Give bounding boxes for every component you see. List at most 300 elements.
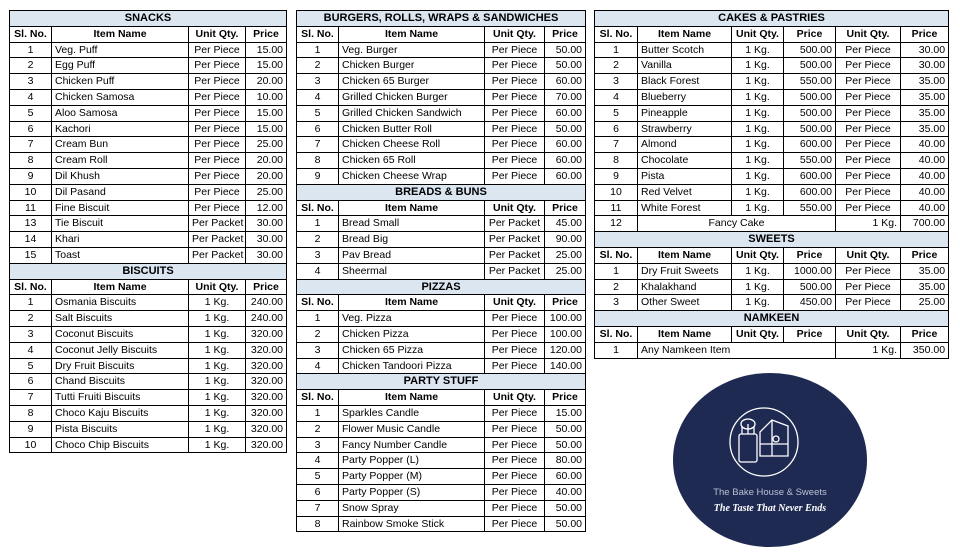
cell: Any Namkeen Item: [638, 342, 836, 358]
cell: 4: [297, 89, 339, 105]
cell: 40.00: [901, 153, 949, 169]
cell: 1 Kg.: [189, 421, 246, 437]
cell: Chicken 65 Pizza: [339, 342, 485, 358]
cell: Tie Biscuit: [52, 216, 189, 232]
cell: 1 Kg.: [732, 137, 784, 153]
cell: 1 Kg.: [189, 342, 246, 358]
cell: Fancy Cake: [638, 216, 836, 232]
column-header: Item Name: [339, 200, 485, 216]
cell: 240.00: [246, 295, 287, 311]
cell: Per Packet: [485, 247, 545, 263]
cell: 50.00: [545, 58, 586, 74]
cell: Chicken Burger: [339, 58, 485, 74]
cell: 1 Kg.: [732, 153, 784, 169]
cell: 500.00: [784, 279, 836, 295]
snacks-row: [10, 232, 287, 248]
cell: Tutti Fruiti Biscuits: [52, 390, 189, 406]
cell: Per Packet: [485, 216, 545, 232]
cell: Almond: [638, 137, 732, 153]
burgers-row: [297, 74, 586, 90]
cell: Per Piece: [836, 279, 901, 295]
left-menu-table: [9, 10, 287, 453]
cell: 40.00: [901, 200, 949, 216]
cell: 600.00: [784, 184, 836, 200]
cell: Per Piece: [485, 58, 545, 74]
burgers-row: [297, 121, 586, 137]
pizzas-section-title: PIZZAS: [297, 279, 586, 295]
burgers-row: [297, 58, 586, 74]
cell: Per Piece: [485, 42, 545, 58]
cell: 20.00: [246, 168, 287, 184]
column-header: Price: [784, 326, 836, 342]
cell: Per Piece: [485, 326, 545, 342]
column-header: Price: [246, 279, 287, 295]
breads-row: [297, 216, 586, 232]
cell: 50.00: [545, 500, 586, 516]
cell: Per Piece: [485, 121, 545, 137]
cell: 1 Kg.: [732, 42, 784, 58]
column-header: Unit Qty.: [836, 247, 901, 263]
column-header: Unit Qty.: [732, 26, 784, 42]
cell: 600.00: [784, 168, 836, 184]
logo-name: The Bake House & Sweets: [713, 487, 827, 498]
cell: Aloo Samosa: [52, 105, 189, 121]
cell: White Forest: [638, 200, 732, 216]
cell: Per Packet: [189, 232, 246, 248]
cell: 50.00: [545, 42, 586, 58]
cell: 25.00: [545, 263, 586, 279]
cell: Per Piece: [836, 263, 901, 279]
snacks-header-row: [10, 26, 287, 42]
cell: Coconut Jelly Biscuits: [52, 342, 189, 358]
cell: 35.00: [901, 279, 949, 295]
column-header: Unit Qty.: [485, 26, 545, 42]
breads-header-row: [297, 200, 586, 216]
cell: 6: [10, 121, 52, 137]
cell: Chicken Tandoori Pizza: [339, 358, 485, 374]
pizzas-row: [297, 311, 586, 327]
cell: 1 Kg.: [836, 216, 901, 232]
cell: Chand Biscuits: [52, 374, 189, 390]
column-header: Sl. No.: [595, 26, 638, 42]
cell: 1 Kg.: [732, 263, 784, 279]
cell: 10: [595, 184, 638, 200]
cell: Per Piece: [485, 453, 545, 469]
cell: 40.00: [901, 137, 949, 153]
cell: 1 Kg.: [732, 295, 784, 311]
cell: 100.00: [545, 326, 586, 342]
cell: 60.00: [545, 469, 586, 485]
cell: 45.00: [545, 216, 586, 232]
cell: 1 Kg.: [189, 390, 246, 406]
snacks-row: [10, 58, 287, 74]
party-row: [297, 469, 586, 485]
cell: Bread Big: [339, 232, 485, 248]
cell: 1 Kg.: [732, 105, 784, 121]
cell: 15: [10, 247, 52, 263]
cell: Per Piece: [836, 200, 901, 216]
cell: 3: [10, 326, 52, 342]
cell: 1: [10, 42, 52, 58]
cakes-special-row: [595, 216, 949, 232]
snacks-row: [10, 216, 287, 232]
cell: 320.00: [246, 405, 287, 421]
cell: Blueberry: [638, 89, 732, 105]
cell: 4: [297, 263, 339, 279]
cell: 1 Kg.: [189, 358, 246, 374]
cell: 90.00: [545, 232, 586, 248]
cell: 1: [297, 216, 339, 232]
column-header: Unit Qty.: [189, 279, 246, 295]
column-header: Unit Qty.: [485, 295, 545, 311]
cell: Chicken 65 Burger: [339, 74, 485, 90]
column-header: Item Name: [339, 26, 485, 42]
cell: 550.00: [784, 74, 836, 90]
cell: Per Piece: [485, 153, 545, 169]
biscuits-row: [10, 437, 287, 453]
cell: 80.00: [545, 453, 586, 469]
cell: Grilled Chicken Sandwich: [339, 105, 485, 121]
cakes-row: [595, 200, 949, 216]
cell: Chicken Pizza: [339, 326, 485, 342]
cell: 15.00: [246, 105, 287, 121]
cell: 2: [297, 232, 339, 248]
cell: Khari: [52, 232, 189, 248]
cell: Dil Khush: [52, 168, 189, 184]
snacks-row: [10, 168, 287, 184]
cell: Vanilla: [638, 58, 732, 74]
snacks-title-row: [10, 11, 287, 27]
cell: 4: [10, 342, 52, 358]
cell: 8: [10, 405, 52, 421]
cell: 12.00: [246, 200, 287, 216]
snacks-row: [10, 42, 287, 58]
cell: 50.00: [545, 421, 586, 437]
cell: 14: [10, 232, 52, 248]
cakes-row: [595, 89, 949, 105]
cell: 6: [595, 121, 638, 137]
cell: 1: [10, 295, 52, 311]
cakes-row: [595, 58, 949, 74]
column-header: Item Name: [638, 326, 732, 342]
cell: Per Piece: [189, 184, 246, 200]
cell: Per Piece: [485, 137, 545, 153]
column-header: Item Name: [339, 390, 485, 406]
cell: Per Piece: [836, 58, 901, 74]
column-header: Sl. No.: [297, 26, 339, 42]
namkeen-header-row: [595, 326, 949, 342]
biscuits-row: [10, 405, 287, 421]
cell: 550.00: [784, 200, 836, 216]
column-header: Item Name: [52, 26, 189, 42]
cell: Per Piece: [485, 105, 545, 121]
cell: Per Piece: [485, 74, 545, 90]
cell: 30.00: [246, 232, 287, 248]
cell: 320.00: [246, 358, 287, 374]
cell: 3: [297, 247, 339, 263]
cell: Per Piece: [189, 200, 246, 216]
cell: Per Packet: [485, 232, 545, 248]
cell: 1 Kg.: [732, 200, 784, 216]
party-title-row: [297, 374, 586, 390]
cell: 1 Kg.: [732, 184, 784, 200]
cell: 450.00: [784, 295, 836, 311]
pizzas-row: [297, 342, 586, 358]
party-row: [297, 484, 586, 500]
cell: Per Piece: [836, 121, 901, 137]
cell: Snow Spray: [339, 500, 485, 516]
cakes-row: [595, 42, 949, 58]
cell: Per Piece: [189, 168, 246, 184]
cell: 9: [10, 421, 52, 437]
cell: 50.00: [545, 121, 586, 137]
cell: 35.00: [901, 105, 949, 121]
cell: 1 Kg.: [732, 279, 784, 295]
snacks-row: [10, 153, 287, 169]
cell: 60.00: [545, 153, 586, 169]
cell: Dil Pasand: [52, 184, 189, 200]
cell: Per Piece: [836, 74, 901, 90]
cell: 320.00: [246, 374, 287, 390]
cakes-row: [595, 153, 949, 169]
cell: 1 Kg.: [732, 74, 784, 90]
cell: Veg. Puff: [52, 42, 189, 58]
cell: Per Piece: [485, 469, 545, 485]
cell: 1 Kg.: [836, 342, 901, 358]
cell: 35.00: [901, 263, 949, 279]
pizzas-title-row: [297, 279, 586, 295]
cell: 320.00: [246, 390, 287, 406]
cell: Red Velvet: [638, 184, 732, 200]
cell: 320.00: [246, 421, 287, 437]
cell: Per Piece: [485, 358, 545, 374]
cell: Pav Bread: [339, 247, 485, 263]
cell: 5: [595, 105, 638, 121]
cell: 70.00: [545, 89, 586, 105]
snacks-row: [10, 247, 287, 263]
cell: Per Piece: [485, 405, 545, 421]
column-header: Sl. No.: [595, 326, 638, 342]
cell: 1 Kg.: [189, 405, 246, 421]
cell: 700.00: [901, 216, 949, 232]
column-header: Item Name: [638, 26, 732, 42]
cell: 7: [595, 137, 638, 153]
cell: Per Piece: [189, 121, 246, 137]
column-header: Item Name: [638, 247, 732, 263]
cell: Bread Small: [339, 216, 485, 232]
burgers-row: [297, 105, 586, 121]
burgers-row: [297, 42, 586, 58]
cell: 10.00: [246, 89, 287, 105]
cell: 2: [297, 326, 339, 342]
cell: Cream Roll: [52, 153, 189, 169]
cell: Per Piece: [189, 42, 246, 58]
cell: 1 Kg.: [189, 374, 246, 390]
breads-row: [297, 263, 586, 279]
biscuits-row: [10, 374, 287, 390]
column-header: Price: [545, 26, 586, 42]
cell: 2: [10, 311, 52, 327]
cell: Per Packet: [189, 216, 246, 232]
cell: 15.00: [246, 42, 287, 58]
column-header: Price: [901, 26, 949, 42]
cell: 35.00: [901, 121, 949, 137]
cell: Sheermal: [339, 263, 485, 279]
cell: 3: [595, 74, 638, 90]
cell: 500.00: [784, 105, 836, 121]
breads-section-title: BREADS & BUNS: [297, 184, 586, 200]
cell: 35.00: [901, 89, 949, 105]
party-row: [297, 405, 586, 421]
snacks-row: [10, 105, 287, 121]
cell: 13: [10, 216, 52, 232]
sweets-row: [595, 279, 949, 295]
cakes-header-row: [595, 26, 949, 42]
cell: 60.00: [545, 137, 586, 153]
cell: 6: [10, 374, 52, 390]
cell: 15.00: [246, 58, 287, 74]
column-header: Price: [901, 326, 949, 342]
cell: 7: [10, 390, 52, 406]
cell: 10: [10, 184, 52, 200]
breads-title-row: [297, 184, 586, 200]
sweets-row: [595, 295, 949, 311]
cell: Toast: [52, 247, 189, 263]
sweets-section-title: SWEETS: [595, 232, 949, 248]
cell: 8: [10, 153, 52, 169]
biscuits-title-row: [10, 263, 287, 279]
cell: 8: [595, 153, 638, 169]
cell: 9: [10, 168, 52, 184]
column-header: Price: [784, 26, 836, 42]
cell: 40.00: [545, 484, 586, 500]
cakes-row: [595, 121, 949, 137]
cell: 30.00: [246, 216, 287, 232]
logo-circle: [673, 373, 867, 547]
cell: Per Piece: [836, 184, 901, 200]
column-header: Sl. No.: [297, 295, 339, 311]
cell: 1: [595, 342, 638, 358]
biscuits-header-row: [10, 279, 287, 295]
column-header: Item Name: [339, 295, 485, 311]
cell: Grilled Chicken Burger: [339, 89, 485, 105]
cell: 25.00: [246, 137, 287, 153]
party-row: [297, 421, 586, 437]
biscuits-row: [10, 421, 287, 437]
cakes-row: [595, 184, 949, 200]
cell: Per Piece: [189, 58, 246, 74]
snacks-row: [10, 74, 287, 90]
cell: 1 Kg.: [189, 326, 246, 342]
column-header: Unit Qty.: [836, 26, 901, 42]
cell: Pineapple: [638, 105, 732, 121]
cell: 320.00: [246, 326, 287, 342]
column-header: Unit Qty.: [485, 390, 545, 406]
cell: Dry Fruit Biscuits: [52, 358, 189, 374]
cell: 30.00: [901, 58, 949, 74]
cell: Per Piece: [189, 153, 246, 169]
burgers-row: [297, 137, 586, 153]
burgers-row: [297, 89, 586, 105]
biscuits-row: [10, 342, 287, 358]
column-header: Price: [545, 390, 586, 406]
cell: 1: [297, 405, 339, 421]
cell: 11: [10, 200, 52, 216]
column-header: Price: [545, 200, 586, 216]
cell: Per Piece: [189, 89, 246, 105]
cell: 60.00: [545, 105, 586, 121]
cell: 10: [10, 437, 52, 453]
cell: Chicken 65 Roll: [339, 153, 485, 169]
cell: 20.00: [246, 153, 287, 169]
cell: Veg. Pizza: [339, 311, 485, 327]
cell: 8: [297, 153, 339, 169]
cell: 4: [10, 89, 52, 105]
cakes-row: [595, 168, 949, 184]
cell: Strawberry: [638, 121, 732, 137]
breads-row: [297, 247, 586, 263]
cell: Rainbow Smoke Stick: [339, 516, 485, 532]
cell: 1: [595, 42, 638, 58]
cell: Osmania Biscuits: [52, 295, 189, 311]
cell: Chocolate: [638, 153, 732, 169]
cell: 5: [297, 105, 339, 121]
cell: Per Piece: [485, 342, 545, 358]
party-section-title: PARTY STUFF: [297, 374, 586, 390]
column-header: Sl. No.: [297, 390, 339, 406]
cell: Salt Biscuits: [52, 311, 189, 327]
biscuits-row: [10, 326, 287, 342]
column-header: Sl. No.: [10, 279, 52, 295]
cell: 500.00: [784, 121, 836, 137]
cakes-row: [595, 105, 949, 121]
cell: Per Piece: [836, 295, 901, 311]
snacks-section-title: SNACKS: [10, 11, 287, 27]
cell: 3: [595, 295, 638, 311]
cell: 1 Kg.: [732, 121, 784, 137]
cell: 3: [297, 342, 339, 358]
party-row: [297, 437, 586, 453]
cell: 2: [297, 58, 339, 74]
cell: 5: [10, 358, 52, 374]
cell: Per Piece: [485, 516, 545, 532]
burgers-title-row: [297, 11, 586, 27]
cell: Per Piece: [836, 137, 901, 153]
column-header: Sl. No.: [297, 200, 339, 216]
cell: Chicken Puff: [52, 74, 189, 90]
cell: Party Popper (L): [339, 453, 485, 469]
cell: Per Piece: [485, 168, 545, 184]
cell: Per Piece: [485, 311, 545, 327]
party-row: [297, 453, 586, 469]
cell: Per Piece: [485, 500, 545, 516]
cell: 9: [595, 168, 638, 184]
cell: Party Popper (S): [339, 484, 485, 500]
sweets-header-row: [595, 247, 949, 263]
column-header: Unit Qty.: [836, 326, 901, 342]
cakes-title-row: [595, 11, 949, 27]
cell: Per Piece: [836, 89, 901, 105]
burgers-row: [297, 168, 586, 184]
sweets-row: [595, 263, 949, 279]
cell: 6: [297, 484, 339, 500]
column-header: Price: [901, 247, 949, 263]
column-header: Unit Qty.: [189, 26, 246, 42]
cell: 4: [595, 89, 638, 105]
cell: 140.00: [545, 358, 586, 374]
cell: 35.00: [901, 74, 949, 90]
pizzas-header-row: [297, 295, 586, 311]
